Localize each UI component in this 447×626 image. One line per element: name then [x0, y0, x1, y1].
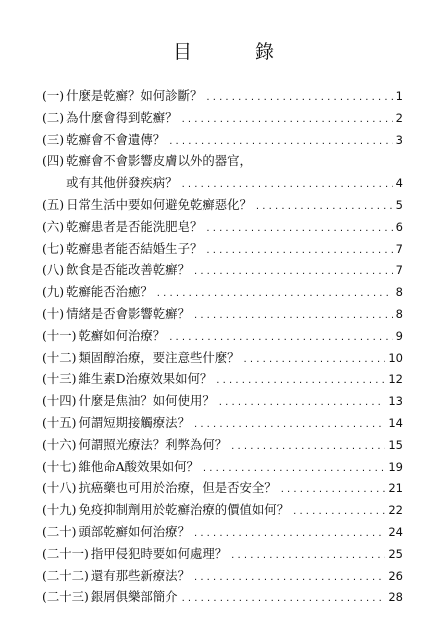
- toc-entry[interactable]: [42, 456, 403, 478]
- toc-entry-number: (二十一): [42, 545, 89, 561]
- toc-entry-number: (七): [42, 240, 65, 256]
- table-of-contents: [42, 85, 403, 608]
- toc-entry-number: (三): [42, 131, 65, 147]
- toc-entry[interactable]: [42, 194, 403, 216]
- toc-entry-page: 21: [388, 481, 403, 496]
- toc-leader-dots: [194, 523, 385, 545]
- toc-entry-page: 8: [395, 306, 403, 321]
- toc-leader-dots: [231, 436, 385, 458]
- toc-leader-dots: [157, 283, 393, 305]
- toc-entry[interactable]: [42, 412, 403, 434]
- toc-entry-title: 何謂短期接觸療法？: [78, 414, 190, 430]
- toc-entry-number: (十二): [42, 349, 77, 365]
- toc-entry-page: 24: [388, 524, 403, 539]
- toc-leader-dots: [206, 218, 392, 240]
- toc-entry[interactable]: [42, 107, 403, 129]
- toc-leader-dots: [169, 327, 392, 349]
- toc-entry[interactable]: [42, 368, 403, 390]
- toc-leader-dots: [194, 305, 393, 327]
- toc-entry[interactable]: [42, 434, 403, 456]
- toc-entry-number: (五): [42, 196, 65, 212]
- toc-leader-dots: [182, 174, 393, 196]
- toc-entry[interactable]: [42, 281, 403, 303]
- toc-entry-title: 免疫抑制劑用於乾癬治療的價值如何？: [78, 502, 290, 518]
- toc-entry-title: 還有那些新療法？: [90, 567, 190, 583]
- toc-leader-dots: [169, 131, 392, 153]
- toc-leader-dots: [182, 109, 393, 131]
- toc-entry-continuation[interactable]: [42, 172, 403, 194]
- toc-entry-page: 8: [395, 285, 403, 300]
- toc-entry-number: (十): [42, 305, 65, 321]
- toc-entry-number: (十六): [42, 436, 77, 452]
- toc-entry[interactable]: [42, 85, 403, 107]
- toc-entry[interactable]: [42, 129, 403, 151]
- toc-entry-page: 15: [388, 437, 403, 452]
- toc-entry-title: 乾癬會不會遺傳？: [66, 131, 166, 147]
- toc-entry[interactable]: [42, 390, 403, 412]
- toc-leader-dots: [194, 567, 385, 589]
- toc-entry-number: (二十三): [42, 589, 89, 605]
- toc-entry-title: 指甲侵犯時要如何處理？: [90, 545, 228, 561]
- toc-entry-page: 12: [388, 372, 403, 387]
- toc-leader-dots: [281, 479, 386, 501]
- toc-entry-title: 何謂照光療法？利弊為何？: [78, 436, 228, 452]
- toc-entry-page: 19: [388, 459, 403, 474]
- toc-leader-dots: [256, 196, 393, 218]
- toc-entry-number: (十七): [42, 458, 77, 474]
- toc-entry[interactable]: [42, 477, 403, 499]
- toc-entry[interactable]: [42, 586, 403, 608]
- toc-entry[interactable]: [42, 499, 403, 521]
- toc-leader-dots: [182, 588, 386, 610]
- toc-entry-title: 什麼是乾癬？如何診斷？: [66, 88, 203, 103]
- toc-entry[interactable]: [42, 150, 403, 172]
- toc-leader-dots: [219, 392, 386, 414]
- toc-leader-dots: [216, 370, 385, 392]
- toc-leader-dots: [244, 349, 386, 371]
- toc-entry-page: 14: [388, 415, 403, 430]
- toc-entry[interactable]: [42, 238, 403, 260]
- toc-entry-title: 頭部乾癬如何治療？: [78, 523, 190, 539]
- toc-entry-page: 6: [395, 219, 403, 234]
- toc-entry[interactable]: [42, 543, 403, 565]
- toc-entry-number: (十五): [42, 414, 77, 430]
- toc-entry-number: (二十): [42, 523, 77, 539]
- toc-entry-title: 情緒是否會影響乾癬？: [66, 305, 190, 321]
- toc-entry[interactable]: [42, 259, 403, 281]
- toc-entry-page: 5: [395, 197, 403, 212]
- toc-entry-title: 乾癬患者能否結婚生子？: [66, 240, 203, 256]
- toc-entry-title: 乾癬如何治療？: [78, 327, 166, 343]
- toc-entry-title: 乾癬能否治癒？: [66, 284, 153, 300]
- toc-entry-page: 25: [388, 546, 403, 561]
- toc-entry-title: 為什麼會得到乾癬？: [66, 109, 178, 125]
- toc-leader-dots: [203, 458, 385, 480]
- toc-entry[interactable]: [42, 303, 403, 325]
- toc-entry-page: 10: [388, 350, 403, 365]
- toc-entry-page: 7: [395, 241, 403, 256]
- toc-leader-dots: [293, 501, 385, 523]
- toc-leader-dots: [231, 545, 385, 567]
- toc-entry-number: (六): [42, 218, 65, 234]
- toc-entry-title: 日常生活中要如何避免乾癬惡化？: [66, 196, 252, 212]
- toc-entry-page: 7: [395, 263, 403, 278]
- toc-leader-dots: [194, 414, 385, 436]
- toc-entry-page: 22: [388, 503, 403, 518]
- toc-entry-title: 抗癌藥也可用於治療，但是否安全？: [78, 480, 277, 496]
- toc-entry-title: 類固醇治療，要注意些什麼？: [78, 349, 240, 365]
- toc-entry-title: 或有其他併發疾病？: [66, 175, 178, 191]
- toc-entry-number: (二十二): [42, 567, 89, 583]
- toc-entry-title: 飲食是否能改善乾癬？: [66, 262, 190, 278]
- toc-entry-title: 銀屑俱樂部簡介: [90, 589, 178, 605]
- toc-entry-number: (九): [42, 284, 65, 300]
- toc-entry-page: 13: [388, 394, 403, 409]
- toc-entry-title: 維生素D治療效果如何？: [78, 371, 213, 387]
- toc-entry-number: (十一): [42, 327, 77, 343]
- toc-entry[interactable]: [42, 216, 403, 238]
- toc-entry-number: (一): [42, 88, 65, 103]
- toc-entry-page: 28: [388, 590, 403, 605]
- toc-leader-dots: [206, 240, 392, 262]
- toc-entry-number: (四): [42, 153, 65, 169]
- toc-entry-number: (十八): [42, 480, 77, 496]
- toc-entry-number: (二): [42, 109, 65, 125]
- toc-entry-number: (十九): [42, 502, 77, 518]
- toc-entry-page: 26: [388, 568, 403, 583]
- toc-entry-number: (十四): [42, 393, 77, 409]
- toc-entry-page: 1: [395, 89, 403, 103]
- toc-entry-page: 2: [395, 110, 403, 125]
- toc-entry[interactable]: [42, 325, 403, 347]
- toc-entry[interactable]: [42, 347, 403, 369]
- page-title: 目 錄: [172, 41, 296, 63]
- toc-entry-page: 3: [395, 132, 403, 147]
- toc-entry[interactable]: [42, 521, 403, 543]
- toc-entry-title: 乾癬會不會影響皮膚以外的器官，: [66, 153, 252, 169]
- toc-entry-page: 4: [395, 176, 403, 191]
- toc-entry-title: 什麼是焦油？如何使用？: [78, 393, 215, 409]
- toc-leader-dots: [194, 261, 393, 283]
- toc-entry[interactable]: [42, 565, 403, 587]
- toc-entry-number: (十三): [42, 371, 77, 387]
- toc-entry-page: 9: [395, 328, 403, 343]
- toc-entry-title: 乾癬患者是否能洗肥皂？: [66, 218, 203, 234]
- toc-entry-title: 維他命A酸效果如何？: [78, 458, 199, 474]
- toc-leader-dots: [206, 87, 392, 109]
- toc-entry-number: (八): [42, 262, 65, 278]
